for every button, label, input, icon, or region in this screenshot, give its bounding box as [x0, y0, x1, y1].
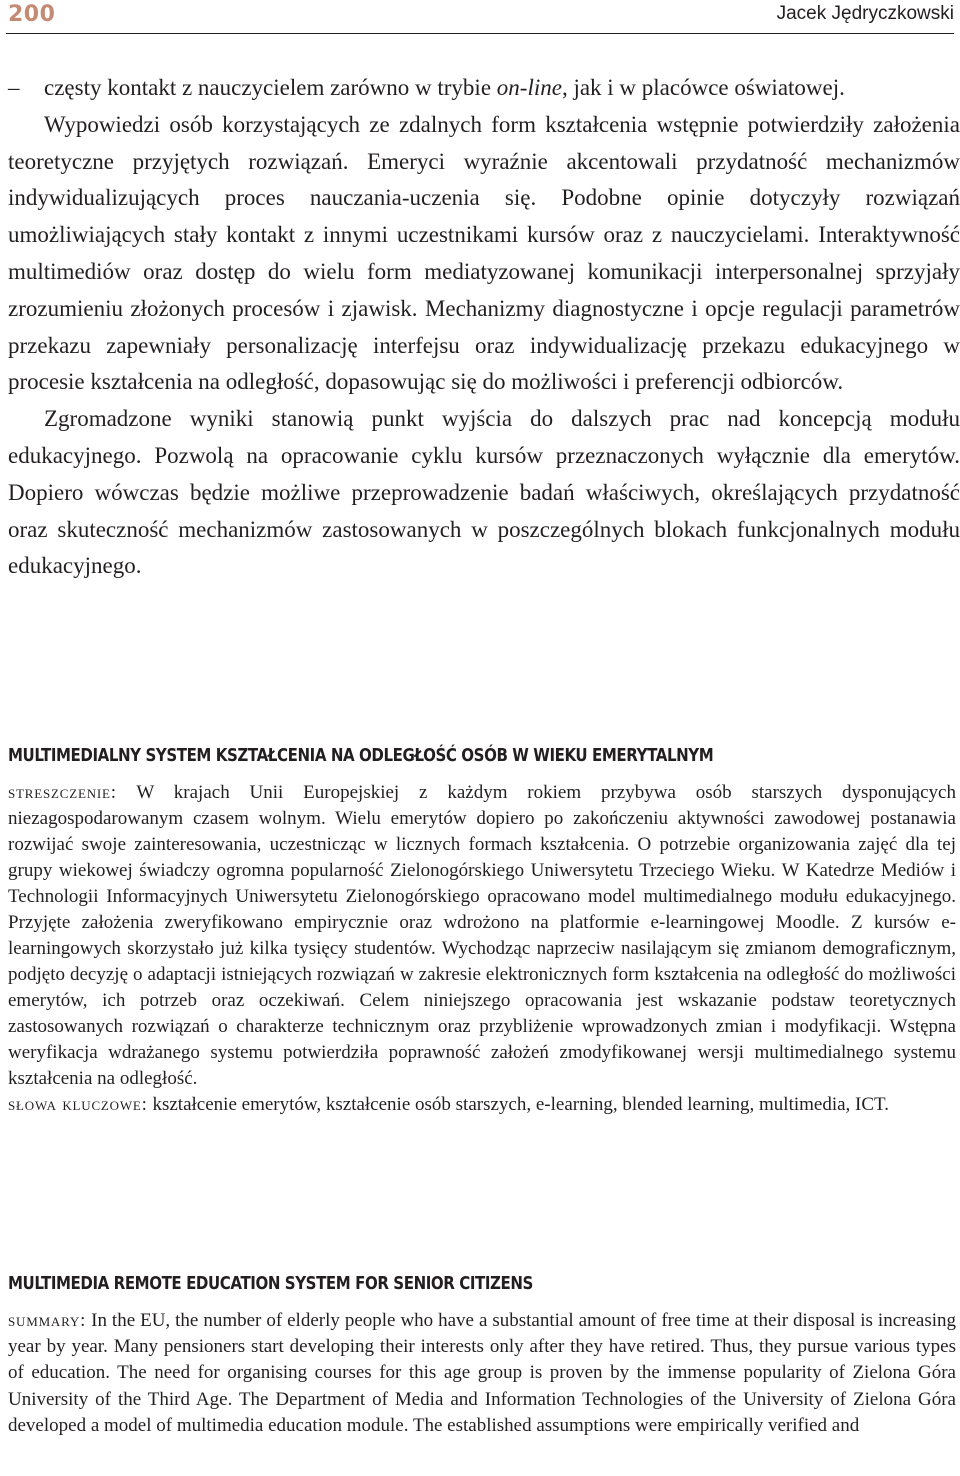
- abstract-polish: [8, 746, 956, 1118]
- abstract-en-label: summary:: [8, 1310, 87, 1331]
- page-number: 200: [8, 2, 56, 27]
- bullet-dash: –: [8, 75, 20, 100]
- abstract-pl-text: [8, 780, 956, 1092]
- abstract-pl-label: streszczenie:: [8, 782, 117, 803]
- abstract-en-title: MULTIMEDIA REMOTE EDUCATION SYSTEM FOR SENIOR CITIZENS: [8, 1274, 533, 1294]
- body-paragraph-1: Wypowiedzi osób korzystających ze zdalnych form kształcenia wstępnie potwierdziły założenia teoretyczne przyjętych rozwiązań. Emeryci wyraźnie akcentowali przydatność mechanizmów indywidualizujących proces nauczania-uczenia się. Podobne opinie dotyczyły rozwiązań umożliwiających stały kontakt z innymi uczestnikami kursów oraz z nauczycielami. Interaktywność multimediów oraz dostęp do wielu form mediatyzowanej komunikacji interpersonalnej sprzyjały zrozumieniu złożonych procesów i zjawisk. Mechanizmy diagnostyczne i opcje regulacji parametrów przekazu zapewniały personalizację interfejsu oraz indywidualizację przekazu edukacyjnego w procesie kształcenia na odległość, dopasowując się do możliwości i preferencji odbiorców.: [8, 111, 960, 395]
- bullet-text-start: częsty kontakt z nauczycielem zarówno w trybie: [44, 75, 497, 100]
- bullet-italic-term: on-line: [496, 75, 562, 100]
- header-rule: [6, 33, 954, 34]
- bullet-text-end: , jak i w placówce oświatowej.: [561, 75, 845, 100]
- body-paragraph-2: Zgromadzone wyniki stanowią punkt wyjścia do dalszych prac nad koncepcją modułu edukacyjnego. Pozwolą na opracowanie cyklu kursów przeznaczonych wyłącznie dla emerytów. Dopiero wówczas będzie możliwe przeprowadzenie badań właściwych, określających przydatność oraz skuteczność mechanizmów zastosowanych w poszczególnych blokach funkcjonalnych modułu edukacyjnego.: [8, 406, 960, 579]
- abstract-en-text: [8, 1308, 956, 1439]
- abstract-english: [8, 1274, 956, 1439]
- keywords-pl-list: kształcenie emerytów, kształcenie osób starszych, e-learning, blended learning, multimedia, ICT.: [152, 1094, 889, 1115]
- keywords-pl: [8, 1092, 956, 1118]
- running-author: Jacek Jędryczkowski: [776, 3, 954, 24]
- abstract-en-body: In the EU, the number of elderly people who have a substantial amount of free time at their disposal is increasing year by year. Many pensioners start developing their interests only after they have retired. Thus, they pursue various types of education. The need for organising courses for this age group is proven by the immense popularity of Zielona Góra University of the Third Age. The Department of Media and Information Technologies of the University of Zielona Góra developed a model of multimedia education module. The established assumptions were empirically verified and: [8, 1310, 956, 1436]
- list-item: [8, 70, 960, 107]
- keywords-pl-label: słowa kluczowe:: [8, 1094, 148, 1115]
- main-body-text: [8, 70, 960, 585]
- running-header: [0, 0, 960, 34]
- abstract-pl-title: MULTIMEDIALNY SYSTEM KSZTAŁCENIA NA ODLEGŁOŚĆ OSÓB W WIEKU EMERYTALNYM: [8, 746, 714, 766]
- abstract-pl-body: W krajach Unii Europejskiej z każdym rokiem przybywa osób starszych dysponujących niezagospodarowanym czasem wolnym. Wielu emerytów dopiero po zakończeniu aktywności zawodowej postanawia rozwijać swoje zainteresowania, uczestnicząc w licznych formach kształcenia. O potrzebie organizowania zajęć dla tej grupy wiekowej świadczy ogromna popularność Zielonogórskiego Uniwersytetu Trzeciego Wieku. W Katedrze Mediów i Technologii Informacyjnych Uniwersytetu Zielonogórskiego opracowano model multimedialnego modułu edukacyjnego. Przyjęte założenia zweryfikowano empirycznie oraz wdrożono na platformie e-learningowej Moodle. Z kursów e-learningowych skorzystało już kilka tysięcy studentów. Wychodząc naprzeciw nasilającym się zmianom demograficznym, podjęto decyzję o adaptacji istniejących rozwiązań w zakresie elektronicznych form kształcenia na odległość do możliwości emerytów, ich potrzeb oraz oczekiwań. Celem niniejszego opracowania jest wskazanie podstaw teoretycznych zastosowanych rozwiązań o charakterze technicznym oraz przybliżenie wprowadzonych zmian i modyfikacji. Wstępna weryfikacja wdrażanego systemu potwierdziła poprawność założeń zmodyfikowanej wersji multimedialnego systemu kształcenia na odległość.: [8, 782, 956, 1089]
